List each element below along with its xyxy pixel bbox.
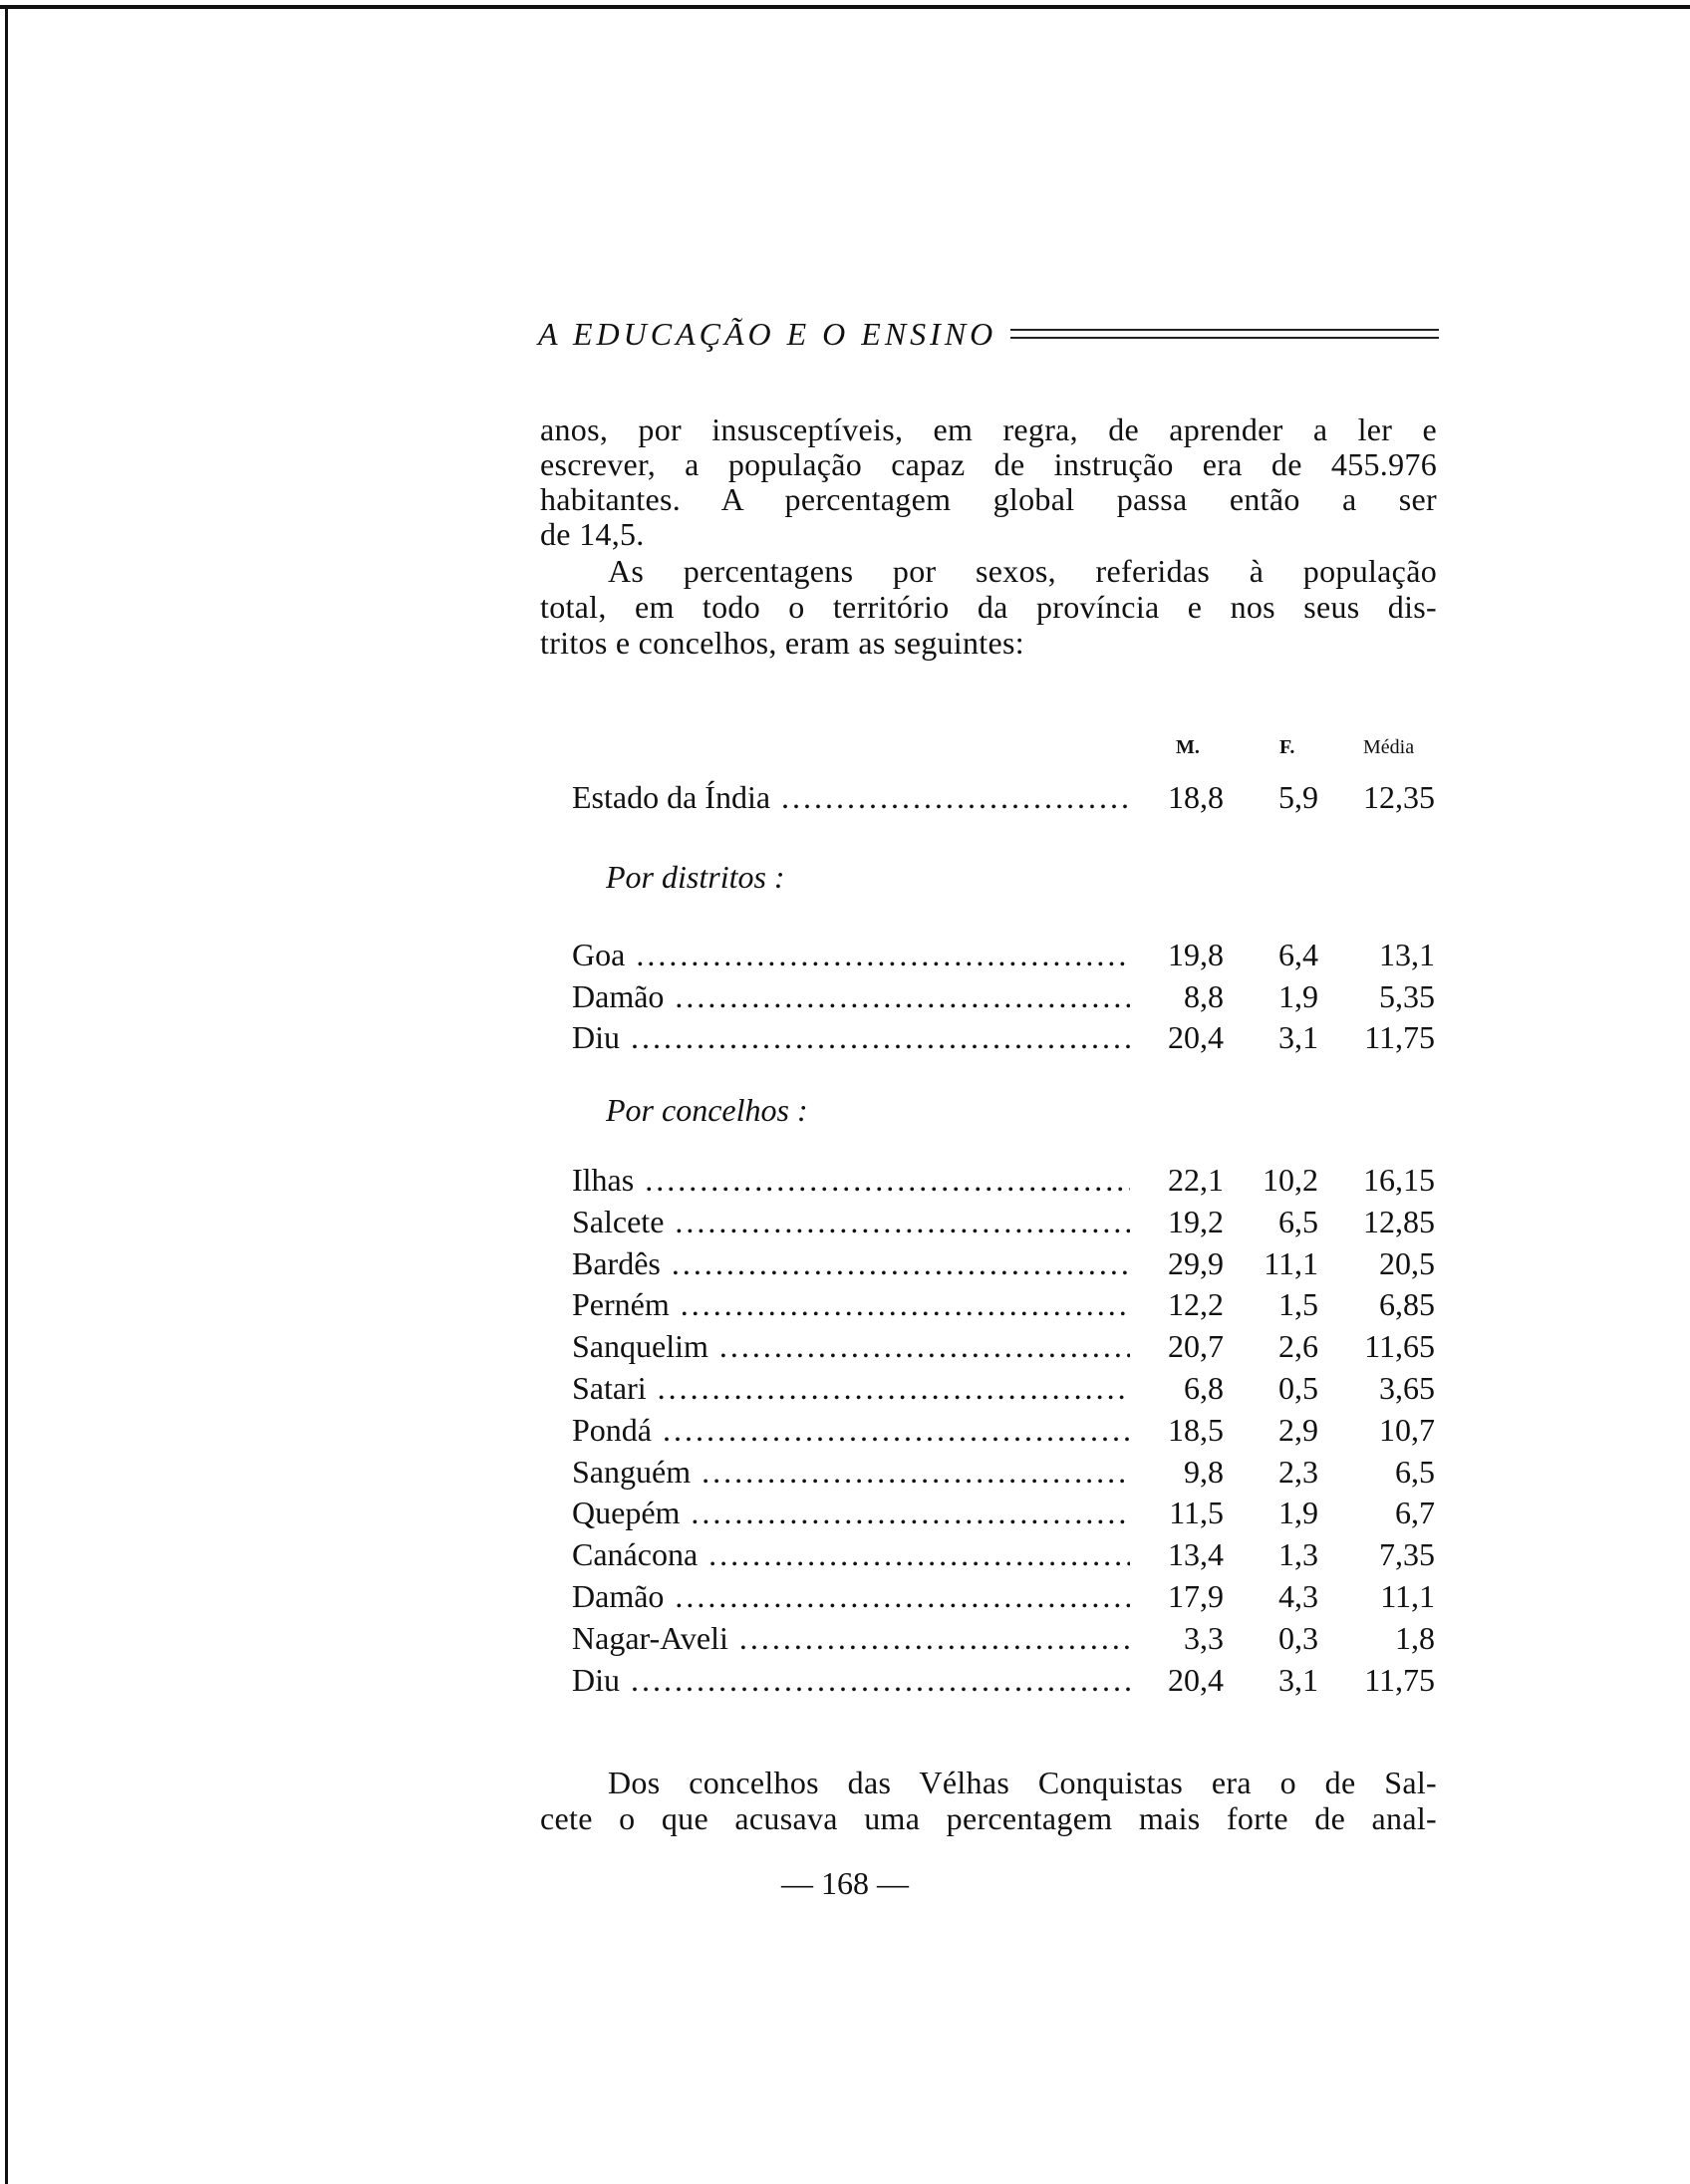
- page-edge-top: [0, 5, 1690, 9]
- table-row: [572, 1452, 1435, 1492]
- paragraph-line: de 14,5.: [540, 516, 645, 552]
- value-media: 11,1: [1380, 1578, 1435, 1614]
- row-label: Sanquelim .....: [572, 1326, 1130, 1366]
- value-f: 4,3: [1278, 1578, 1318, 1614]
- value-f: 1,3: [1278, 1536, 1318, 1573]
- value-m: 19,8: [1168, 937, 1224, 972]
- paragraph-line: total, em todo o território da província e nos seus dis-: [540, 589, 1437, 625]
- value-f: 2,3: [1278, 1453, 1318, 1490]
- table-row: [572, 1618, 1435, 1658]
- table-row-total: [572, 777, 1435, 817]
- row-label: Perném .....: [572, 1284, 1130, 1324]
- value-f: 10,2: [1263, 1162, 1318, 1198]
- value-media: 10,7: [1379, 1411, 1435, 1448]
- value-m: 12,2: [1168, 1286, 1224, 1323]
- row-label: Pondá .....: [572, 1410, 1130, 1450]
- value-media: 11,65: [1364, 1328, 1435, 1365]
- table-row: [572, 1368, 1435, 1408]
- value-media: 1,8: [1395, 1619, 1435, 1656]
- value-f: 6,4: [1278, 937, 1318, 972]
- page-edge-left: [5, 5, 8, 2184]
- value-media: 5,35: [1379, 977, 1435, 1014]
- value-m: 18,5: [1168, 1411, 1224, 1448]
- value-m: 11,5: [1169, 1495, 1224, 1531]
- paragraph-line: habitantes. A percentagem global passa então a ser: [540, 481, 1437, 517]
- table-row: [572, 1410, 1435, 1450]
- value-f: 5,9: [1278, 779, 1318, 815]
- section-heading-councils: Por concelhos :: [606, 1092, 808, 1128]
- table-row: [572, 935, 1435, 974]
- paragraph-line: escrever, a população capaz de instrução era de 455.976: [540, 446, 1437, 482]
- row-label: Estado da Índia .....: [572, 777, 1130, 817]
- value-media: 16,15: [1363, 1162, 1435, 1198]
- value-f: 0,3: [1278, 1619, 1318, 1656]
- value-m: 29,9: [1168, 1244, 1224, 1281]
- running-header: [538, 313, 1439, 355]
- paragraph-line: Dos concelhos das Vélhas Conquistas era o de Sal-: [608, 1765, 1437, 1800]
- value-m: 9,8: [1184, 1453, 1224, 1490]
- table-row: [572, 1017, 1435, 1057]
- value-f: 3,1: [1278, 1019, 1318, 1055]
- row-label: Goa .....: [572, 935, 1130, 974]
- table-row: [572, 1493, 1435, 1532]
- table-row: [572, 1243, 1435, 1283]
- value-m: 17,9: [1168, 1578, 1224, 1614]
- column-header-m: M.: [1176, 736, 1200, 758]
- value-m: 13,4: [1168, 1536, 1224, 1573]
- row-label: Sanguém .....: [572, 1452, 1130, 1492]
- column-header-media: Média: [1363, 736, 1415, 758]
- value-m: 20,4: [1168, 1019, 1224, 1055]
- value-f: 2,9: [1278, 1411, 1318, 1448]
- row-label: Ilhas .....: [572, 1160, 1130, 1200]
- value-f: 0,5: [1278, 1370, 1318, 1406]
- value-f: 1,5: [1278, 1286, 1318, 1323]
- paragraph-line: As percentagens por sexos, referidas à população: [608, 553, 1437, 589]
- value-f: 1,9: [1278, 977, 1318, 1014]
- value-m: 22,1: [1168, 1162, 1224, 1198]
- row-label: Canácona .....: [572, 1534, 1130, 1574]
- table-row: [572, 1660, 1435, 1700]
- paragraph-line: anos, por insusceptíveis, em regra, de aprender a ler e: [540, 411, 1437, 447]
- table-row: [572, 1160, 1435, 1200]
- row-label: Salcete .....: [572, 1202, 1130, 1241]
- row-label: Quepém .....: [572, 1493, 1130, 1532]
- value-media: 12,85: [1363, 1203, 1435, 1239]
- column-header-f: F.: [1279, 736, 1295, 758]
- page-number: — 168 —: [781, 1865, 909, 1901]
- table-row: [572, 1326, 1435, 1366]
- value-m: 8,8: [1184, 977, 1224, 1014]
- value-f: 11,1: [1264, 1244, 1318, 1281]
- value-media: 6,5: [1395, 1453, 1435, 1490]
- header-title: A EDUCAÇÃO E O ENSINO: [538, 316, 997, 352]
- value-media: 12,35: [1363, 779, 1435, 815]
- row-label: Damão .....: [572, 1576, 1130, 1616]
- row-label: Nagar-Aveli .....: [572, 1618, 1130, 1658]
- value-media: 11,75: [1364, 1019, 1435, 1055]
- table-row: [572, 1284, 1435, 1324]
- table-row: [572, 1202, 1435, 1241]
- value-f: 1,9: [1278, 1495, 1318, 1531]
- row-label: Bardês .....: [572, 1243, 1130, 1283]
- row-label: Diu .....: [572, 1660, 1130, 1700]
- value-f: 2,6: [1278, 1328, 1318, 1365]
- value-f: 6,5: [1278, 1203, 1318, 1239]
- value-m: 20,4: [1168, 1661, 1224, 1698]
- value-media: 20,5: [1379, 1244, 1435, 1281]
- section-heading-districts: Por distritos :: [606, 859, 785, 895]
- value-f: 3,1: [1278, 1661, 1318, 1698]
- row-label: Damão .....: [572, 976, 1130, 1016]
- table-row: [572, 1576, 1435, 1616]
- value-m: 20,7: [1168, 1328, 1224, 1365]
- table-row: [572, 976, 1435, 1016]
- value-m: 6,8: [1184, 1370, 1224, 1406]
- table-row: [572, 1534, 1435, 1574]
- value-m: 3,3: [1184, 1619, 1224, 1656]
- value-media: 13,1: [1379, 937, 1435, 972]
- paragraph-line: cete o que acusava uma percentagem mais forte de anal-: [540, 1800, 1437, 1836]
- paragraph-line: tritos e concelhos, eram as seguintes:: [540, 625, 1024, 661]
- value-media: 6,85: [1379, 1286, 1435, 1323]
- row-label: Diu .....: [572, 1017, 1130, 1057]
- value-media: 3,65: [1379, 1370, 1435, 1406]
- header-rule: [1010, 329, 1439, 339]
- value-media: 6,7: [1395, 1495, 1435, 1531]
- value-media: 11,75: [1364, 1661, 1435, 1698]
- value-m: 18,8: [1168, 779, 1224, 815]
- value-media: 7,35: [1379, 1536, 1435, 1573]
- row-label: Satari .....: [572, 1368, 1130, 1408]
- value-m: 19,2: [1168, 1203, 1224, 1239]
